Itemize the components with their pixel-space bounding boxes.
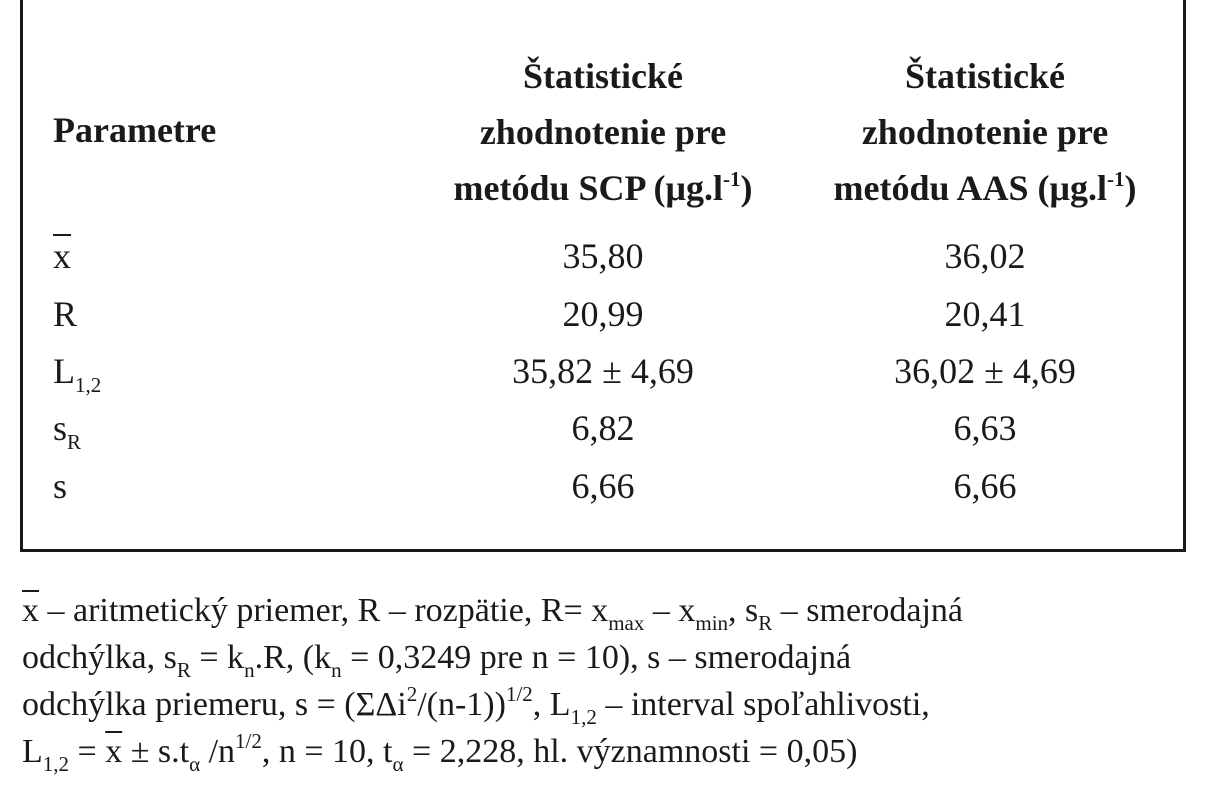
header-parameter: Parametre	[53, 110, 217, 150]
row-aas-value: 36,02 ± 4,69	[894, 351, 1076, 391]
row-aas-value: 6,66	[953, 466, 1017, 506]
row-aas-value: 6,63	[953, 408, 1017, 448]
footnote-line: odchýlka, $s_R = k_n.R$, ($k_n = 0,3249$ pre n = 10), s – smerodajná	[22, 639, 852, 682]
row-param: $\overline{x}$	[53, 236, 71, 276]
table-footnote	[22, 587, 1192, 775]
row-aas-value: 36,02	[944, 236, 1026, 276]
row-scp-value: 6,66	[571, 466, 635, 506]
row-param: $L_{1,2}$	[53, 351, 102, 397]
row-scp-value: 6,82	[571, 408, 635, 448]
row-aas-value: 20,41	[944, 294, 1026, 334]
header-aas: Štatistické zhodnotenie pre metódu AAS $(\mu g.l^{-1})$	[833, 56, 1137, 208]
row-param: R	[53, 294, 78, 334]
footnote-line: odchýlka priemeru, $s = (\Sigma\Delta i^2/(n-1))^{1/2}$, $L_{1,2}$ – interval spoľahlivosti,	[22, 682, 930, 729]
row-param: s	[53, 466, 68, 506]
footnote-line: $\overline{x}$ – aritmetický priemer, R – rozpätie, $R= x_{max} - x_{min}$, $s_R$ – smerodajná	[22, 592, 963, 635]
row-scp-value: 35,82 ± 4,69	[512, 351, 694, 391]
row-scp-value: 35,80	[562, 236, 644, 276]
footnote-line: $L_{1,2} = \overline{x} \pm s.t_\alpha$ $/n^{1/2}$, n = 10, $t_\alpha = 2,228$, hl. významnosti = 0,05)	[22, 729, 858, 776]
header-scp: Štatistické zhodnotenie pre metódu SCP $(\mu g.l^{-1})$	[453, 56, 753, 208]
row-scp-value: 20,99	[562, 294, 644, 334]
row-param: $s_R$	[53, 408, 82, 454]
